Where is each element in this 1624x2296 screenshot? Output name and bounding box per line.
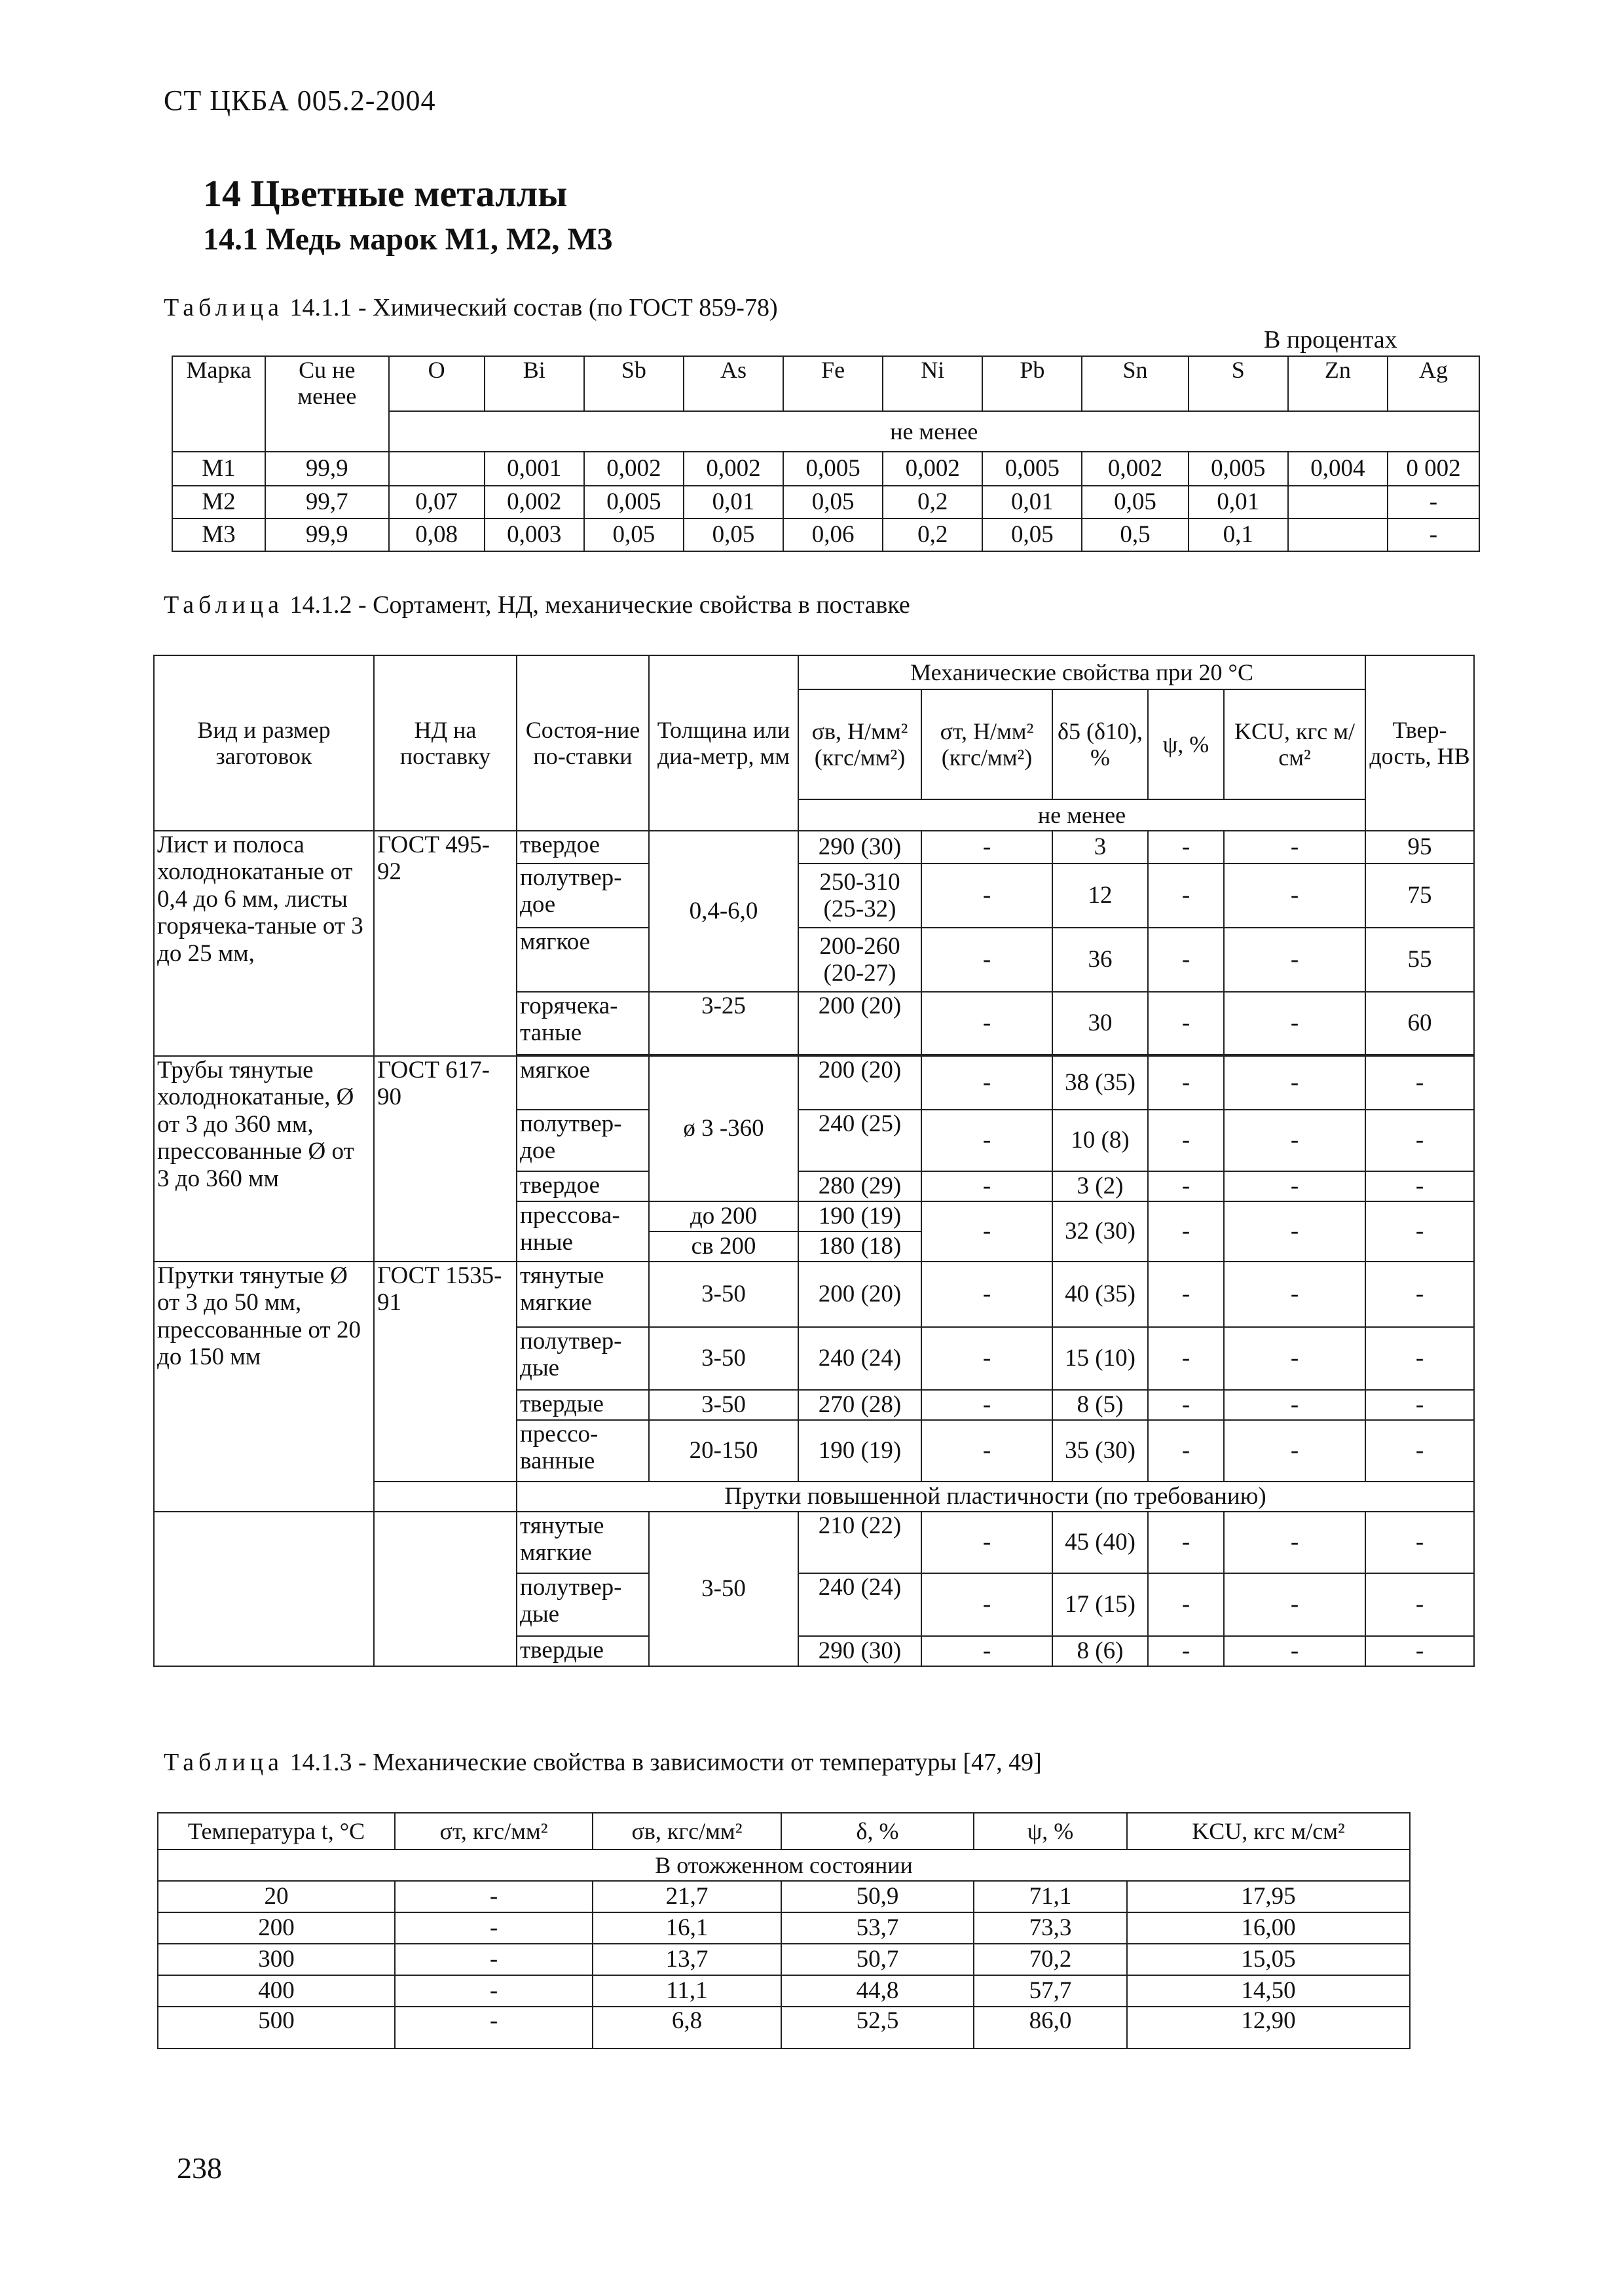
col-header-psi: ψ, % — [1148, 689, 1224, 799]
table-cell: 0,005 — [584, 486, 684, 519]
state-cell: тянутые мягкие — [517, 1262, 649, 1327]
table-row — [158, 1881, 1410, 1912]
table-cell: - — [1224, 1636, 1365, 1666]
table-cell: 50,7 — [781, 1944, 974, 1975]
col-header-delta: δ, % — [781, 1813, 974, 1850]
table-cell: - — [1224, 1171, 1365, 1201]
table-cell: 17,95 — [1127, 1881, 1410, 1912]
col-header-psi: ψ, % — [974, 1813, 1127, 1850]
table-cell: - — [1148, 1201, 1224, 1262]
table-cell: - — [1148, 928, 1224, 992]
page-number: 238 — [177, 2151, 222, 2185]
state-cell: твердое — [517, 1171, 649, 1201]
table-cell: 40 (35) — [1052, 1262, 1148, 1327]
table1-caption-text: 14.1.1 - Химический состав (по ГОСТ 859-78) — [289, 294, 778, 321]
col-header-sigma-b: σв, кгс/мм² — [593, 1813, 781, 1850]
table-cell: 200 (20) — [798, 1262, 921, 1327]
table3-caption-text: 14.1.3 - Механические свойства в зависимости от температуры [47, 49] — [289, 1749, 1042, 1776]
table-cell: 0,07 — [389, 486, 485, 519]
table-cell: - — [1365, 1390, 1474, 1420]
thickness-cell: 3-25 — [649, 992, 798, 1055]
table-cell: 99,9 — [265, 519, 389, 551]
table-cell: 16,1 — [593, 1912, 781, 1944]
col-header-sigma-t: σт, кгс/мм² — [395, 1813, 593, 1850]
table-row — [158, 1912, 1410, 1944]
table-row — [154, 1512, 1474, 1573]
col-header-element: Ag — [1388, 356, 1479, 411]
table-cell: 290 (30) — [798, 1636, 921, 1666]
table-cell: - — [1224, 1110, 1365, 1171]
standard-cell-continued — [374, 1482, 517, 1512]
document-code: СТ ЦКБА 005.2-2004 — [164, 84, 436, 117]
thickness-cell: ø 3 -360 — [649, 1056, 798, 1201]
table-cell: 240 (24) — [798, 1327, 921, 1390]
table-cell: 45 (40) — [1052, 1512, 1148, 1573]
table-cell: 3 — [1052, 831, 1148, 864]
table-cell: - — [1148, 864, 1224, 928]
state-cell: твердые — [517, 1636, 649, 1666]
col-header-state: Состоя-ние по-ставки — [517, 655, 649, 831]
table-cell: М1 — [172, 452, 265, 486]
state-cell: горячека-таные — [517, 992, 649, 1055]
table-cell — [389, 452, 485, 486]
table-cell: 99,9 — [265, 452, 389, 486]
col-header-hardness: Твер-дость, НВ — [1365, 655, 1474, 831]
col-header-element: Sb — [584, 356, 684, 411]
table1-caption — [164, 293, 778, 322]
table-cell: - — [1224, 1327, 1365, 1390]
table-row — [158, 2007, 1410, 2049]
table-cell: 12 — [1052, 864, 1148, 928]
table-cell: 0,2 — [883, 486, 982, 519]
table-cell: - — [921, 1262, 1052, 1327]
table-cell: 290 (30) — [798, 831, 921, 864]
table-cell: - — [395, 1881, 593, 1912]
table-cell: - — [921, 1573, 1052, 1636]
table-cell: 0,005 — [783, 452, 883, 486]
table-cell: - — [1224, 864, 1365, 928]
state-cell: тянутые мягкие — [517, 1512, 649, 1573]
table-cell: 0,002 — [584, 452, 684, 486]
table-cell: 0,002 — [485, 486, 584, 519]
table-cell: - — [1224, 1512, 1365, 1573]
table-cell: - — [1224, 1262, 1365, 1327]
table-cell: 0,05 — [1082, 486, 1188, 519]
product-cell-continued — [154, 1512, 374, 1666]
table-cell: 0,002 — [684, 452, 783, 486]
table-row — [172, 452, 1479, 486]
col-header-cu: Cu не менее — [265, 356, 389, 452]
thickness-cell: 3-50 — [649, 1262, 798, 1327]
col-header-element: Fe — [783, 356, 883, 411]
table-cell: - — [921, 1390, 1052, 1420]
state-cell: полутвер-дое — [517, 1110, 649, 1171]
assortment-table — [153, 655, 1475, 1667]
table-cell: 13,7 — [593, 1944, 781, 1975]
col-header-kcu: KCU, кгс м/см² — [1127, 1813, 1410, 1850]
table-cell: 0,05 — [684, 519, 783, 551]
table-cell: - — [921, 864, 1052, 928]
table-cell: 12,90 — [1127, 2007, 1410, 2049]
table-cell: - — [1365, 1056, 1474, 1110]
state-cell: твердое — [517, 831, 649, 864]
thickness-cell: до 200 — [649, 1201, 798, 1231]
table-cell: - — [1148, 831, 1224, 864]
table-cell: - — [921, 992, 1052, 1055]
table-cell: - — [921, 1201, 1052, 1262]
col-header-element: S — [1189, 356, 1288, 411]
table-cell: - — [921, 1110, 1052, 1171]
section-title: 14 Цветные металлы — [203, 172, 568, 215]
table-cell: - — [1148, 1420, 1224, 1482]
table-cell: 99,7 — [265, 486, 389, 519]
col-header-nd: НД на поставку — [374, 655, 517, 831]
col-header-ne-menee: не менее — [798, 799, 1365, 831]
table-cell: - — [1148, 1327, 1224, 1390]
col-header-element: Zn — [1288, 356, 1388, 411]
table-cell: 0,002 — [1082, 452, 1188, 486]
table-cell: - — [1148, 1573, 1224, 1636]
table-cell: 210 (22) — [798, 1512, 921, 1573]
table-cell: 0,001 — [485, 452, 584, 486]
table-cell: 250-310 (25-32) — [798, 864, 921, 928]
table-cell: - — [1148, 1262, 1224, 1327]
table-cell: 86,0 — [974, 2007, 1127, 2049]
table-cell: - — [1148, 1171, 1224, 1201]
temperature-properties-table — [157, 1812, 1411, 2049]
table-cell: 0,005 — [982, 452, 1082, 486]
table-cell: 180 (18) — [798, 1231, 921, 1262]
table-cell: 200 — [158, 1912, 395, 1944]
col-header-sigma-b: σв, Н/мм² (кгс/мм²) — [798, 689, 921, 799]
table-cell: 35 (30) — [1052, 1420, 1148, 1482]
table-row — [172, 519, 1479, 551]
table-cell: - — [1224, 1056, 1365, 1110]
table-cell: 400 — [158, 1975, 395, 2007]
thickness-cell: 3-50 — [649, 1327, 798, 1390]
table-cell: 71,1 — [974, 1881, 1127, 1912]
col-header-element: Pb — [982, 356, 1082, 411]
standard-cell: ГОСТ 495-92 — [374, 831, 517, 1056]
table-cell: 0,1 — [1189, 519, 1288, 551]
table-cell: 300 — [158, 1944, 395, 1975]
table-cell: 190 (19) — [798, 1201, 921, 1231]
state-cell: прессо-ванные — [517, 1420, 649, 1482]
table-cell: 0,002 — [883, 452, 982, 486]
table-cell: 0,004 — [1288, 452, 1388, 486]
table-cell: 14,50 — [1127, 1975, 1410, 2007]
table-cell: - — [1224, 1420, 1365, 1482]
thickness-cell: 3-50 — [649, 1512, 798, 1666]
table-cell: - — [1224, 1201, 1365, 1262]
table-cell: 73,3 — [974, 1912, 1127, 1944]
table-cell: - — [1148, 1390, 1224, 1420]
table-cell: 60 — [1365, 992, 1474, 1055]
table-row — [154, 831, 1474, 864]
table-cell: - — [1365, 1171, 1474, 1201]
table-cell: - — [921, 1056, 1052, 1110]
table-cell: - — [1224, 831, 1365, 864]
table-cell: 200 (20) — [798, 992, 921, 1055]
table-cell: 55 — [1365, 928, 1474, 992]
table-cell: - — [1365, 1636, 1474, 1666]
table3-caption — [164, 1748, 1042, 1777]
table-cell: 32 (30) — [1052, 1201, 1148, 1262]
state-cell: мягкое — [517, 928, 649, 992]
table-cell: 95 — [1365, 831, 1474, 864]
table-cell: 15 (10) — [1052, 1327, 1148, 1390]
table-cell: - — [921, 831, 1052, 864]
table-cell: 190 (19) — [798, 1420, 921, 1482]
table-cell: 44,8 — [781, 1975, 974, 2007]
thickness-cell: 0,4-6,0 — [649, 831, 798, 992]
table-cell: - — [1148, 1110, 1224, 1171]
table-cell: 0,01 — [1189, 486, 1288, 519]
table-cell: 15,05 — [1127, 1944, 1410, 1975]
col-header-ne-menee: не менее — [389, 411, 1479, 452]
col-header-vid: Вид и размер заготовок — [154, 655, 374, 831]
standard-cell: ГОСТ 1535-91 — [374, 1262, 517, 1482]
col-header-element: Bi — [485, 356, 584, 411]
standard-cell-continued — [374, 1512, 517, 1666]
table-cell: - — [1388, 486, 1479, 519]
table-cell: - — [1365, 1262, 1474, 1327]
table-cell: - — [1224, 1573, 1365, 1636]
table-cell: - — [921, 1420, 1052, 1482]
annealed-state-subheader: В отожженном состоянии — [158, 1850, 1410, 1881]
table-cell: 70,2 — [974, 1944, 1127, 1975]
table-cell: 38 (35) — [1052, 1056, 1148, 1110]
table-cell: 10 (8) — [1052, 1110, 1148, 1171]
col-header-mechanical: Механические свойства при 20 °С — [798, 655, 1365, 689]
table-cell: - — [1148, 992, 1224, 1055]
table-cell: 57,7 — [974, 1975, 1127, 2007]
table-cell: 0,005 — [1189, 452, 1288, 486]
table1-units: В процентах — [1264, 326, 1397, 354]
table1-caption-word: Таблица — [164, 294, 284, 321]
table-cell: - — [1365, 1327, 1474, 1390]
table-cell: 0,05 — [783, 486, 883, 519]
table3-caption-word: Таблица — [164, 1749, 284, 1776]
state-cell: прессова-нные — [517, 1201, 649, 1262]
table-cell: - — [1365, 1110, 1474, 1171]
table-cell: 50,9 — [781, 1881, 974, 1912]
thickness-cell: св 200 — [649, 1231, 798, 1262]
table-row — [154, 1056, 1474, 1110]
table-cell: М2 — [172, 486, 265, 519]
table-cell: - — [921, 1171, 1052, 1201]
table-row — [172, 486, 1479, 519]
standard-cell: ГОСТ 617-90 — [374, 1056, 517, 1262]
table-cell: 270 (28) — [798, 1390, 921, 1420]
state-cell: полутвер-дые — [517, 1327, 649, 1390]
table-cell: 0 002 — [1388, 452, 1479, 486]
table-cell: 280 (29) — [798, 1171, 921, 1201]
table-cell: - — [1388, 519, 1479, 551]
table-cell: 20 — [158, 1881, 395, 1912]
table-cell: - — [1148, 1512, 1224, 1573]
state-cell: полутвер-дое — [517, 864, 649, 928]
table-row — [154, 1262, 1474, 1327]
thickness-cell: 20-150 — [649, 1420, 798, 1482]
col-header-sigma-t: σт, Н/мм² (кгс/мм²) — [921, 689, 1052, 799]
table2-caption-text: 14.1.2 - Сортамент, НД, механические свойства в поставке — [289, 591, 910, 619]
table-cell: 75 — [1365, 864, 1474, 928]
table-cell: М3 — [172, 519, 265, 551]
table-cell: 8 (5) — [1052, 1390, 1148, 1420]
table-cell: - — [1365, 1201, 1474, 1262]
subsection-row-high-ductility: Прутки повышенной пластичности (по требованию) — [517, 1482, 1474, 1512]
table-cell: 6,8 — [593, 2007, 781, 2049]
table-cell: - — [1148, 1636, 1224, 1666]
subsection-title: 14.1 Медь марок М1, М2, М3 — [203, 222, 613, 257]
table-cell: 500 — [158, 2007, 395, 2049]
table-cell: - — [921, 1327, 1052, 1390]
table-row — [158, 1944, 1410, 1975]
table-cell: - — [395, 1944, 593, 1975]
table-cell: 16,00 — [1127, 1912, 1410, 1944]
state-cell: твердые — [517, 1390, 649, 1420]
table-cell — [1288, 486, 1388, 519]
table-cell: 30 — [1052, 992, 1148, 1055]
col-header-element: O — [389, 356, 485, 411]
col-header-element: Ni — [883, 356, 982, 411]
table-cell: 11,1 — [593, 1975, 781, 2007]
table-cell — [1288, 519, 1388, 551]
table-cell: - — [1365, 1512, 1474, 1573]
table-cell: 8 (6) — [1052, 1636, 1148, 1666]
col-header-element: As — [684, 356, 783, 411]
table-cell: 0,05 — [982, 519, 1082, 551]
table-cell: - — [1224, 1390, 1365, 1420]
table-cell: - — [1365, 1573, 1474, 1636]
table-cell: 0,01 — [982, 486, 1082, 519]
table-cell: 3 (2) — [1052, 1171, 1148, 1201]
table-cell: 0,003 — [485, 519, 584, 551]
table-cell: 0,05 — [584, 519, 684, 551]
table-cell: 0,2 — [883, 519, 982, 551]
col-header-delta: δ5 (δ10), % — [1052, 689, 1148, 799]
table-cell: 200 (20) — [798, 1056, 921, 1110]
table-cell: 0,5 — [1082, 519, 1188, 551]
table-cell: 36 — [1052, 928, 1148, 992]
table-cell: 0,01 — [684, 486, 783, 519]
col-header-element: Sn — [1082, 356, 1188, 411]
table-cell: - — [1224, 992, 1365, 1055]
table-cell: 200-260 (20-27) — [798, 928, 921, 992]
table-cell: 52,5 — [781, 2007, 974, 2049]
state-cell: мягкое — [517, 1056, 649, 1110]
table-cell: 0,06 — [783, 519, 883, 551]
col-header-thickness: Толщина или диа-метр, мм — [649, 655, 798, 831]
table-cell: - — [395, 1975, 593, 2007]
table-cell: 53,7 — [781, 1912, 974, 1944]
chemical-composition-table — [172, 355, 1480, 552]
product-cell: Лист и полоса холоднокатаные от 0,4 до 6 мм, листы горячека-таные от 3 до 25 мм, — [154, 831, 374, 1056]
table2-caption-word: Таблица — [164, 591, 284, 619]
col-header-temperature: Температура t, °С — [158, 1813, 395, 1850]
table-cell: - — [921, 928, 1052, 992]
table-cell: - — [921, 1636, 1052, 1666]
table-cell: - — [395, 1912, 593, 1944]
table-cell: 240 (25) — [798, 1110, 921, 1171]
state-cell: полутвер-дые — [517, 1573, 649, 1636]
table2-caption — [164, 591, 910, 619]
table-row — [158, 1975, 1410, 2007]
table-cell: - — [921, 1512, 1052, 1573]
product-cell: Прутки тянутые Ø от 3 до 50 мм, прессованные от 20 до 150 мм — [154, 1262, 374, 1512]
table-cell: 17 (15) — [1052, 1573, 1148, 1636]
col-header-marka: Марка — [172, 356, 265, 452]
table-cell: 0,08 — [389, 519, 485, 551]
product-cell: Трубы тянутые холоднокатаные, Ø от 3 до 360 мм, прессованные Ø от 3 до 360 мм — [154, 1056, 374, 1262]
col-header-kcu: KCU, кгс м/см² — [1224, 689, 1365, 799]
thickness-cell: 3-50 — [649, 1390, 798, 1420]
table-cell: - — [395, 2007, 593, 2049]
table-cell: 240 (24) — [798, 1573, 921, 1636]
table-cell: 21,7 — [593, 1881, 781, 1912]
table-cell: - — [1224, 928, 1365, 992]
table-cell: - — [1148, 1056, 1224, 1110]
table-cell: - — [1365, 1420, 1474, 1482]
